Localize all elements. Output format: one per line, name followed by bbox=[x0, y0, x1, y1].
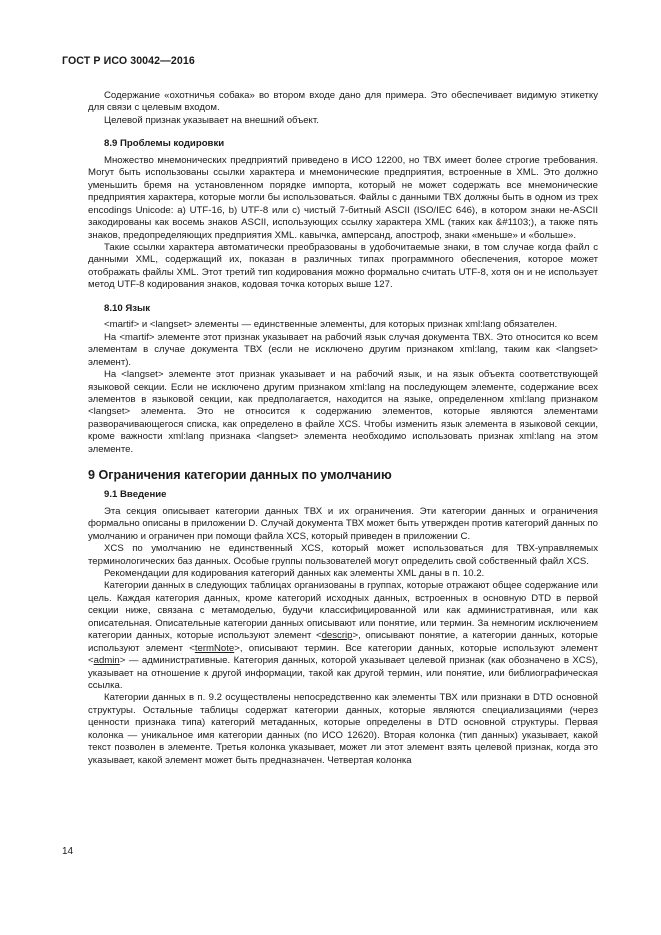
section-8-9-paragraph-2: Такие ссылки характера автоматически преобразованы в удобочитаемые знаки, в том случае когда файл с данными XML, содержащий их, показан в различных типах программного обеспечения, которое может отображать файлы XML. Этот третий тип кодирования можно формально считать UTF-8, хотя он и не использует метод UTF-8 кодирования знаков, кодовая точка которых выше 127. bbox=[88, 241, 598, 291]
section-9-1-paragraph-3: Рекомендации для кодирования категорий данных как элементы XML даны в п. 10.2. bbox=[104, 567, 485, 579]
document-header: ГОСТ Р ИСО 30042—2016 bbox=[62, 55, 195, 67]
paragraph-text: >, описывают термин. Все категории данных, которые используют элемент < bbox=[88, 642, 599, 667]
section-8-9-paragraph-1: Множество мнемонических предприятий приведено в ИСО 12200, но ТВХ имеет более строгие требования. Могут быть использованы ссылки характера и мнемонические предприятия, встроенные в XML. Это должно уменьшить бремя на установленном порядке импорта, который не может содержать все мнемонические предприятия характера, которые могли бы использоваться. Файлы с данными ТВХ должны быть в одном из трех encodings Unicode: a) UTF-16, b) UTF-8 или c) чистый 7-битный ASCII (ISO/IEC 646), в котором знаки не-ASCII закодированы как восемь знаков ASCII, использующих ссылку характера XML (таких как &#1103;), а также пять знаков, предопределяющих предприятия XML. кавычка, амперсанд, апостроф, знаки «меньше» и «больше». bbox=[88, 154, 598, 241]
paragraph-text: > — административные. Категория данных, которой указывает целевой признак (как обозначено в XCS), указывает на отношение к другой информации, такой как другой термин, или понятие, или библиографическая ссылка. bbox=[88, 655, 598, 692]
paragraph-text: >, описывают понятие, а категории данных, которые используют элемент < bbox=[88, 630, 598, 654]
document-body bbox=[88, 90, 598, 767]
section-8-10-heading: 8.10 Язык bbox=[104, 302, 150, 314]
section-9-1-paragraph-4 bbox=[88, 580, 598, 692]
intro-paragraph-2: Целевой признак указывает на внешний объект. bbox=[104, 114, 319, 126]
section-8-10-paragraph-2: На <martif> элементе этот признак указывает на рабочий язык случая документа ТВХ. Это относится ко всем элементам в случае документа ТВХ (если не исключено другим признаком xml:lang, таким как <langset> элемент). bbox=[88, 331, 598, 368]
page-number: 14 bbox=[62, 846, 74, 857]
section-8-10-paragraph-3: На <langset> элементе этот признак указывает и на рабочий язык, и на язык объекта соответствующей языковой секции. Если не исключено другим признаком xml:lang на последующем элементе, содержание всех элементов в языковой секции, как предполагается, находится на языке, определенном xml:lang признаком <langset> элемента. Это не относится к содержанию элементов, которые являются элементами разворачивающегося списка, как определено в файле XCS. Чтобы изменить язык элемента в языковой секции, кроме важности xml:lang признака <langset> элемента необходимо использовать признак xml:lang на этом элементе. bbox=[88, 369, 598, 455]
section-9-1-paragraph-2: XCS по умолчанию не единственный XCS, который может использоваться для ТВХ-управляемых терминологических баз данных. Особые группы пользователей могут определить свой собственный файл XCS. bbox=[88, 543, 598, 567]
termnote-element-ref: termNote bbox=[194, 642, 235, 654]
section-9-1-paragraph-5: Категории данных в п. 9.2 осуществлены непосредственно как элементы ТВХ или признаки в DTD основной структуры. Остальные таблицы содержат категории данных, которые являются специализациями (через ценности признака типа) категорий метаданных, которые определены в DTD основной структуры. Первая колонка — уникальное имя категории данных (по ИСО 12620). Вторая колонка (тип данных) указывает, какой текст позволен в элементе. Третья колонка указывает, может ли этот элемент взять целевой признак, когда это указывает, какой элемент может быть предназначен. Четвертая колонка bbox=[88, 692, 598, 766]
section-9-heading: 9 Ограничения категории данных по умолчанию bbox=[88, 468, 392, 483]
descrip-element-ref: descrip bbox=[321, 630, 353, 642]
admin-element-ref: admin bbox=[93, 655, 120, 667]
section-9-1-heading: 9.1 Введение bbox=[104, 489, 167, 501]
section-9-1-paragraph-1: Эта секция описывает категории данных ТВХ и их ограничения. Эти категории данных и ограничения формально описаны в приложении D. Случай документа ТВХ может быть утвержден против категорий данных по умолчанию и ограничен при помощи файла XCS, который приведен в приложении С. bbox=[88, 505, 598, 542]
intro-paragraph-1: Содержание «охотничья собака» во втором входе дано для примера. Это обеспечивает видимую этикетку для связи с целевым входом. bbox=[88, 90, 598, 114]
section-8-9-heading: 8.9 Проблемы кодировки bbox=[104, 138, 225, 150]
paragraph-text: Категории данных в следующих таблицах организованы в группах, которые отражают общее содержание или цель. Каждая категория данных, кроме категорий исходных данных, встроенных в основную DTD в первой секции ниже, связана с метамоделью, будучи классифицированной или как административная, или как описательная. Описательные категории данных описывают или понятие, или термин. За немногим исключением категории данных, которые используют элемент < bbox=[88, 580, 598, 642]
section-8-10-paragraph-1: <martif> и <langset> элементы — единственные элементы, для которых признак xml:lang обязателен. bbox=[104, 319, 558, 331]
